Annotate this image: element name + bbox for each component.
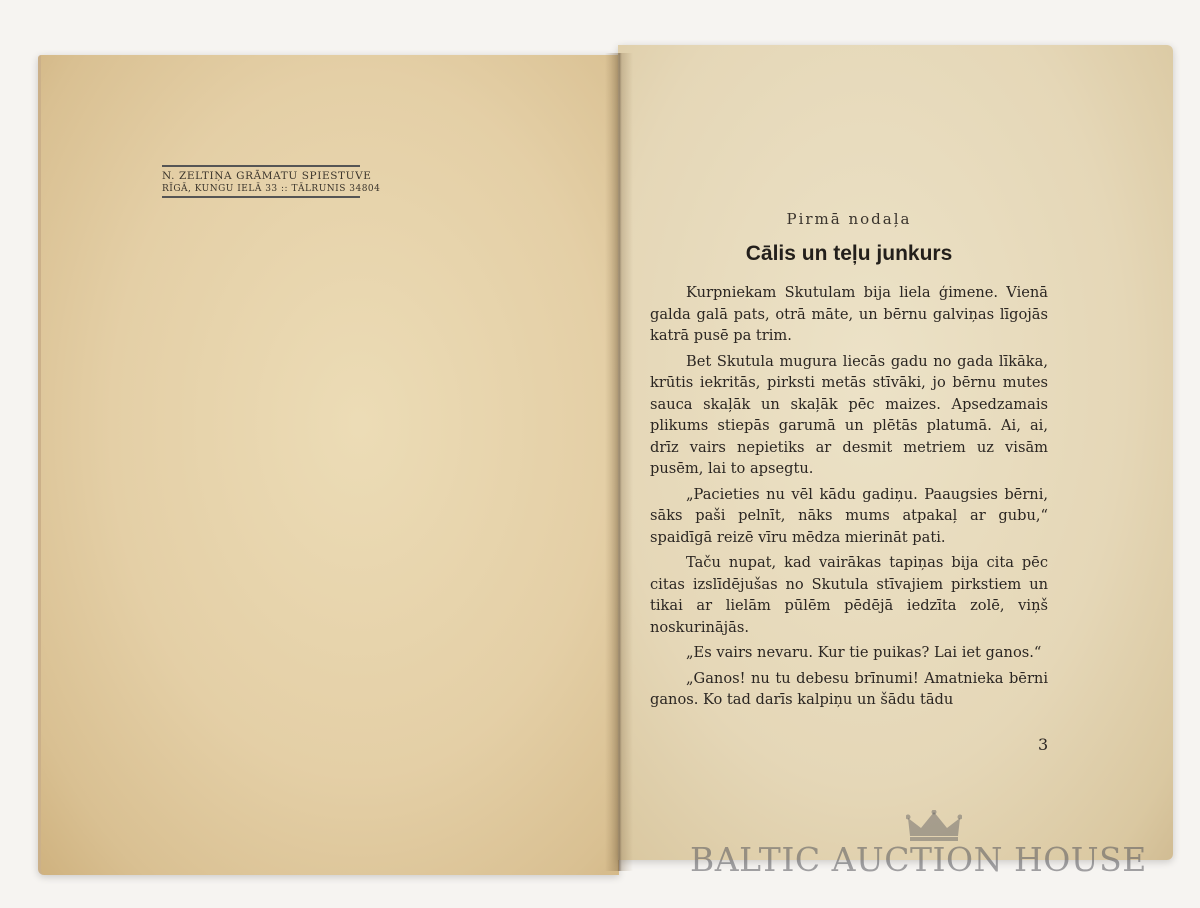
book-gutter: [605, 53, 633, 871]
paragraph: „Es vairs nevaru. Kur tie puikas? Lai iet ganos.“: [686, 644, 1042, 661]
right-page-text: [650, 210, 1048, 715]
paragraph: Bet Skutula mugura liecās gadu no gada līkāka, krūtis iekritās, pirksti metās stīvāki, jo bērnu mutes sauca skaļāk un skaļāk pēc maizes. Apsedzamais plikums stiepās garumā un plētās platumā. Ai, ai, drīz vairs nepietiks ar desmit metriem uz visām pusēm, lai to apsegtu.: [650, 352, 1048, 477]
paragraph: „Pacieties nu vēl kādu gadiņu. Paaugsies bērni, sāks paši pelnīt, nāks mums atpakaļ ar gubu,“ spaidīgā reizē vīru mēdza mierināt pati.: [650, 485, 1048, 546]
imprint-line-1: N. ZELTIŅA GRĀMATU SPIESTUVE: [162, 170, 372, 182]
paragraph: Taču nupat, kad vairākas tapiņas bija cita pēc citas izslīdējušas no Skutula stīvajiem pirkstiem un tikai ar lielām pūlēm pēdējā iedzīta zolē, viņš noskurinājās.: [650, 554, 1048, 636]
paragraph: „Ganos! nu tu debesu brīnumi! Amatnieka bērni ganos. Ko tad darīs kalpiņu un šādu tādu: [650, 669, 1048, 708]
paragraph: Kurpniekam Skutulam bija liela ģimene. Vienā galda galā pats, otrā māte, un bērnu galviņas līgojās katrā pusē pa trim.: [650, 284, 1048, 344]
imprint-line-2: RĪGĀ, KUNGU IELĀ 33 :: TĀLRUNIS 34804: [162, 184, 381, 194]
page-number: 3: [1038, 735, 1049, 754]
auction-house-watermark: BALTIC AUCTION HOUSE: [690, 840, 1147, 879]
printer-imprint: [162, 165, 381, 198]
chapter-heading: Pirmā nodaļa: [786, 210, 912, 228]
crown-icon: [906, 810, 962, 842]
chapter-title: Cālis un teļu junkurs: [745, 242, 953, 265]
